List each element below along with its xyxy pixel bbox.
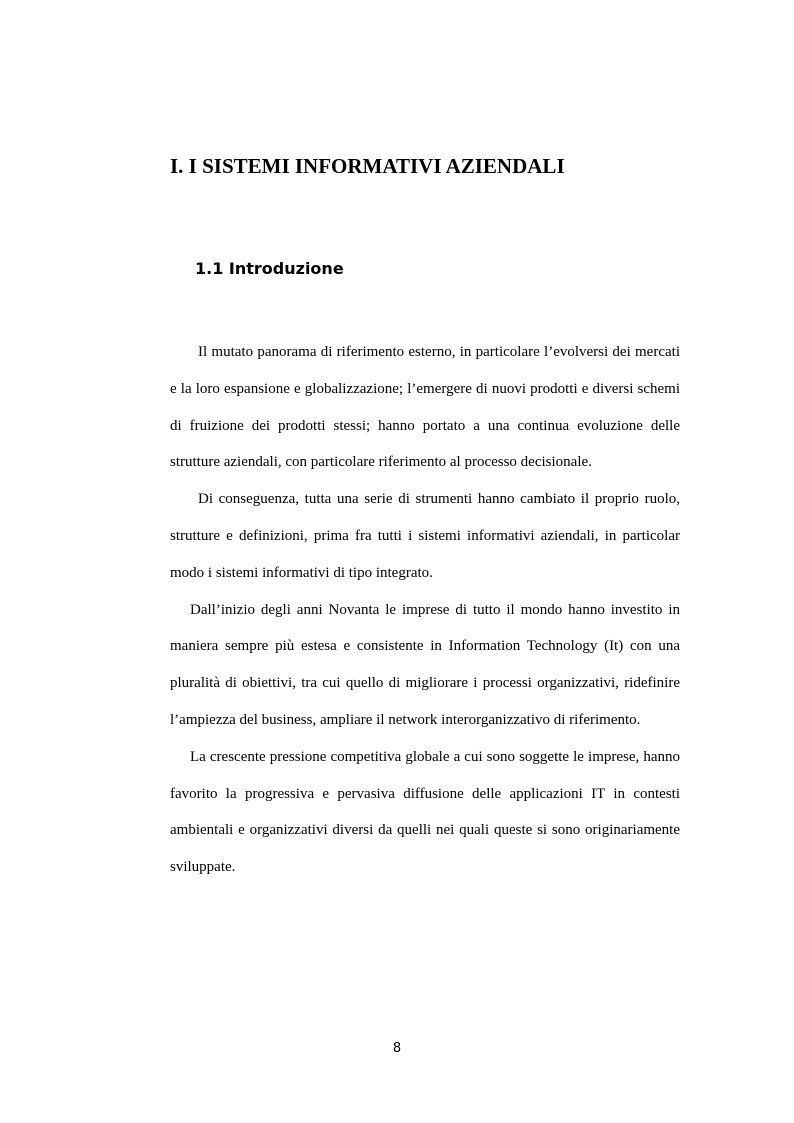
paragraph-3: Dall’inizio degli anni Novanta le imprese di tutto il mondo hanno investito in maniera sempre più estesa e consistente in Information Technology (It) con una pluralità di obiettivi, tra cui quello di migliorare i processi organizzativi, ridefinire l’ampiezza del business, ampliare il network interorganizzativo di riferimento. bbox=[170, 601, 680, 728]
paragraph-2: Di conseguenza, tutta una serie di strumenti hanno cambiato il proprio ruolo, strutture e definizioni, prima fra tutti i sistemi informativi aziendali, in particolar modo i sistemi informativi di tipo integrato. bbox=[170, 491, 680, 581]
paragraph-4: La crescente pressione competitiva globale a cui sono soggette le imprese, hanno favorito la progressiva e pervasiva diffusione delle applicazioni IT in contesti ambientali e organizzativi diversi da quelli nei quali queste si sono originariamente sviluppate. bbox=[170, 748, 680, 876]
page-number: 8 bbox=[392, 1041, 402, 1056]
chapter-title: I. I SISTEMI INFORMATIVI AZIENDALI bbox=[170, 154, 565, 178]
section-title: 1.1 Introduzione bbox=[195, 259, 344, 278]
body-text bbox=[170, 334, 680, 886]
paragraph-1: Il mutato panorama di riferimento esterno, in particolare l’evolversi dei mercati e la loro espansione e globalizzazione; l’emergere di nuovi prodotti e diversi schemi di fruizione dei prodotti stessi; hanno portato a una continua evoluzione delle strutture aziendali, con particolare riferimento al processo decisionale. bbox=[170, 344, 680, 471]
